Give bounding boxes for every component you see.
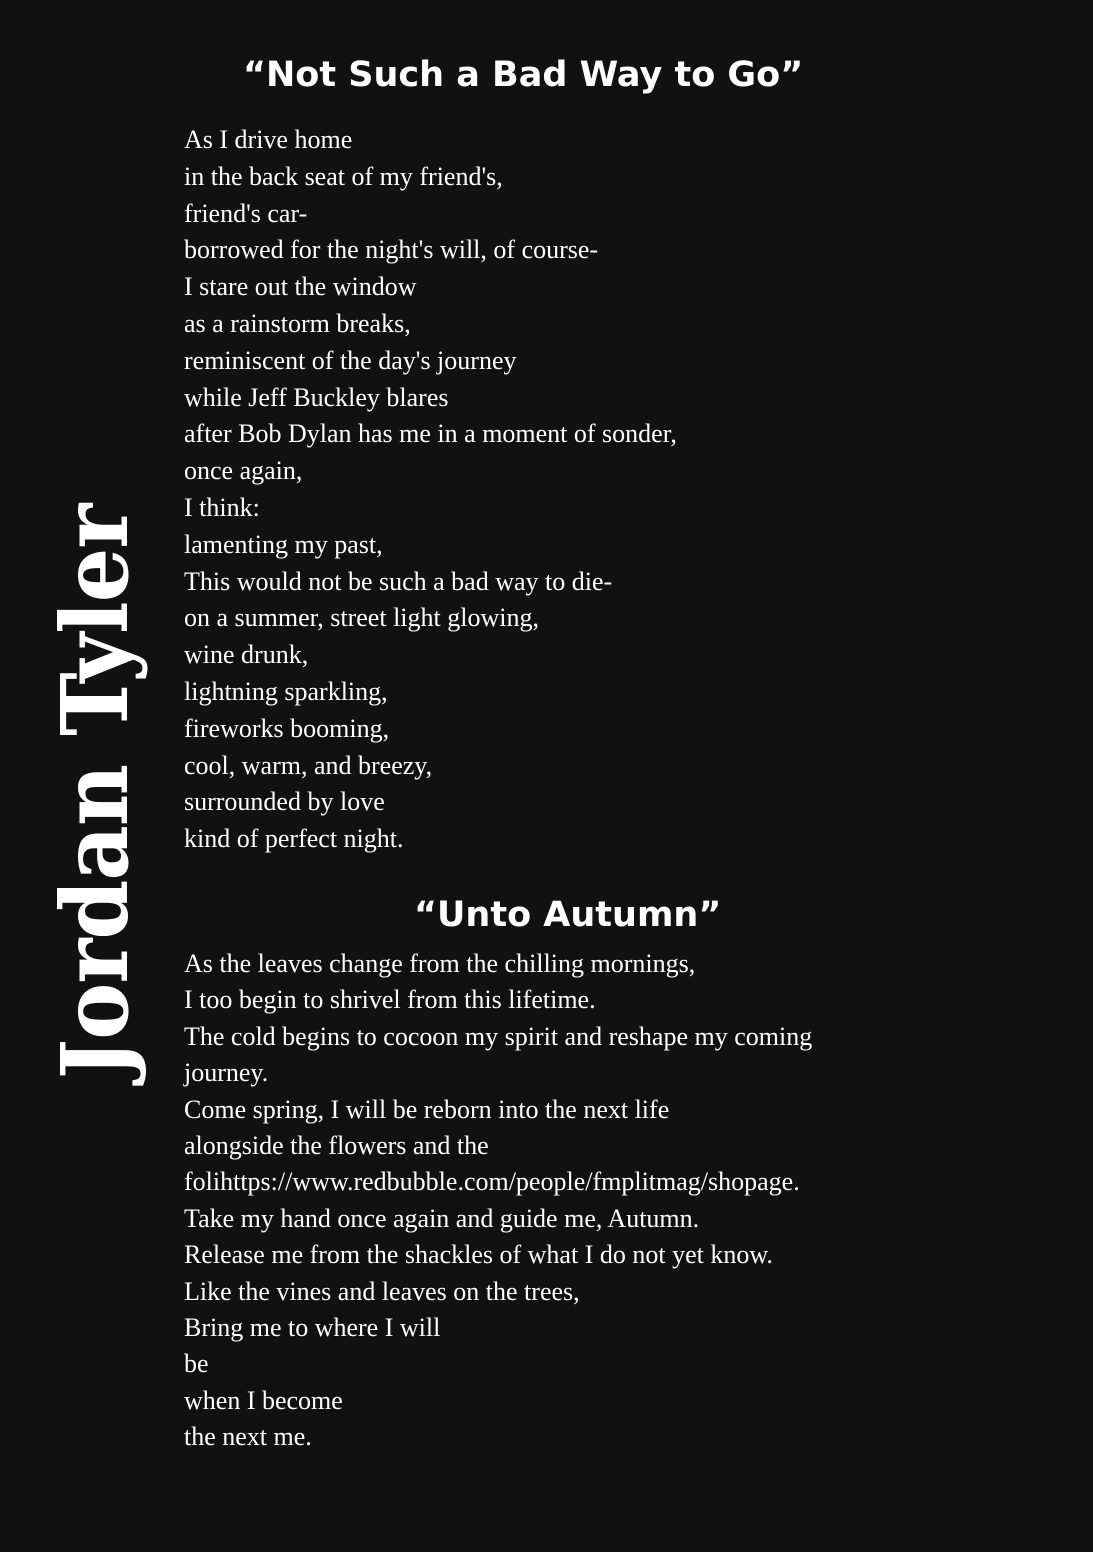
poem-line: borrowed for the night's will, of course- — [184, 235, 599, 265]
poem-line: be — [184, 1349, 209, 1379]
poem-line: once again, — [184, 456, 303, 486]
poem-line: I stare out the window — [184, 272, 417, 302]
poem-line: lightning sparkling, — [184, 676, 388, 706]
author-name-vertical — [40, 505, 150, 1080]
poem-body-1 — [184, 122, 677, 858]
poem-body-2 — [184, 946, 812, 1455]
poem-line: wine drunk, — [184, 640, 309, 670]
poem-line: alongside the flowers and the — [184, 1130, 489, 1160]
poem-line: kind of perfect night. — [184, 824, 404, 854]
poem-line: in the back seat of my friend's, — [184, 161, 503, 191]
poem-line: I think: — [184, 492, 260, 522]
poem-line: the next me. — [184, 1422, 312, 1452]
poem-line: As the leaves change from the chilling mornings, — [184, 949, 696, 978]
poem-line: folihttps://www.redbubble.com/people/fmplitmag/shopage. — [184, 1167, 800, 1197]
poem-line: Come spring, I will be reborn into the next life — [184, 1094, 670, 1124]
poem-line: I too begin to shrivel from this lifetime. — [184, 985, 596, 1015]
poem-line: lamenting my past, — [184, 529, 383, 559]
poem-line: journey. — [184, 1058, 269, 1088]
author-name: Jordan Tyler — [41, 504, 149, 1080]
poem-line: As I drive home — [184, 125, 353, 154]
poem-line: fireworks booming, — [184, 713, 390, 743]
poem-line: cool, warm, and breezy, — [184, 750, 433, 780]
poem-line: after Bob Dylan has me in a moment of sonder, — [184, 419, 677, 449]
poem-line: This would not be such a bad way to die- — [184, 566, 613, 596]
poem-line: surrounded by love — [184, 787, 385, 817]
poem-line: Bring me to where I will — [184, 1312, 441, 1342]
poem-line: reminiscent of the day's journey — [184, 345, 517, 375]
poem-title-1: “Not Such a Bad Way to Go” — [243, 55, 804, 95]
poem-line: as a rainstorm breaks, — [184, 308, 411, 338]
poem-line: Release me from the shackles of what I do not yet know. — [184, 1240, 773, 1270]
poem-line: Take my hand once again and guide me, Autumn. — [184, 1203, 700, 1233]
poem-line: Like the vines and leaves on the trees, — [184, 1276, 580, 1306]
poem-line: on a summer, street light glowing, — [184, 603, 539, 633]
poem-line: when I become — [184, 1385, 343, 1415]
poem-line: The cold begins to cocoon my spirit and reshape my coming — [184, 1021, 813, 1051]
poem-title-2: “Unto Autumn” — [414, 895, 722, 935]
poem-line: friend's car- — [184, 198, 308, 228]
poem-line: while Jeff Buckley blares — [184, 382, 449, 412]
